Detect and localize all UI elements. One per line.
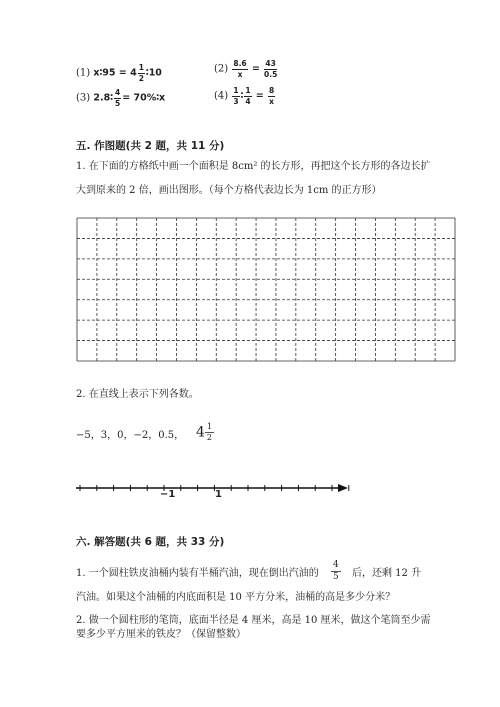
question-6-1-part2: 后，还剩 12 升 <box>352 568 422 579</box>
question-5-1-line2: 大到原来的 2 倍，画出图形。（每个方格代表边长为 1cm 的正方形） <box>76 185 382 196</box>
fraction: $\frac{1}{2}$ <box>138 63 144 83</box>
question-5-1-line1: 1. 在下面的方格纸中画一个面积是 8cm² 的长方形，再把这个长方形的各边长扩 <box>76 161 431 172</box>
fraction: $\frac{8.6}{x}$ <box>233 59 247 79</box>
number-line-label-neg: −1 <box>160 489 176 500</box>
section-6-heading: 六. 解答题(共 6 题，共 33 分) <box>76 536 225 548</box>
question-5-2: 2. 在直线上表示下列各数。 <box>76 389 199 400</box>
section-5-heading: 五. 作图题(共 2 题，共 11 分) <box>76 140 225 152</box>
question-6-1-part1: 1. 一个圆柱铁皮油桶内装有半桶汽油，现在倒出汽油的 <box>76 568 319 579</box>
fraction: $\frac{1}{3}$ <box>233 86 239 106</box>
equation-1: (1) x∶95 = 4 $\frac{1}{2}$ ∶10 <box>76 63 162 83</box>
question-6-2-line2: 要多少平方厘米的铁皮？（保留整数） <box>76 629 246 640</box>
question-6-1-line2: 汽油。如果这个油桶的内底面积是 10 平方分米，油桶的高是多少分米？ <box>76 592 396 603</box>
number-line-label-pos: 1 <box>215 489 222 500</box>
fraction: $\frac{8}{x}$ <box>268 86 275 106</box>
question-6-1-fraction: $\frac{4}{5}$ <box>333 560 339 582</box>
equation-3: (3) 2.8∶ $\frac{4}{5}$ = 70%∶x <box>76 88 166 108</box>
number-list: −5，3，0，−2，0.5， <box>76 430 185 441</box>
mixed-number: 4 $\frac{1}{2}$ <box>196 422 213 442</box>
arrow-right-icon <box>338 484 348 492</box>
equation-4: (4) $\frac{1}{3}$ ∶ $\frac{1}{4}$ = $\frac{8}{x}$ <box>214 86 275 106</box>
grid-paper[interactable] <box>76 217 456 362</box>
fraction: $\frac{43}{0.5}$ <box>264 59 278 79</box>
question-6-2-line1: 2. 做一个圆柱形的笔筒，底面半径是 4 厘米，高是 10 厘米，做这个笔筒至少需 <box>76 615 431 626</box>
fraction: $\frac{1}{4}$ <box>245 86 251 106</box>
equation-2: (2) $\frac{8.6}{x}$ = $\frac{43}{0.5}$ <box>214 59 278 79</box>
fraction: $\frac{4}{5}$ <box>114 88 121 108</box>
